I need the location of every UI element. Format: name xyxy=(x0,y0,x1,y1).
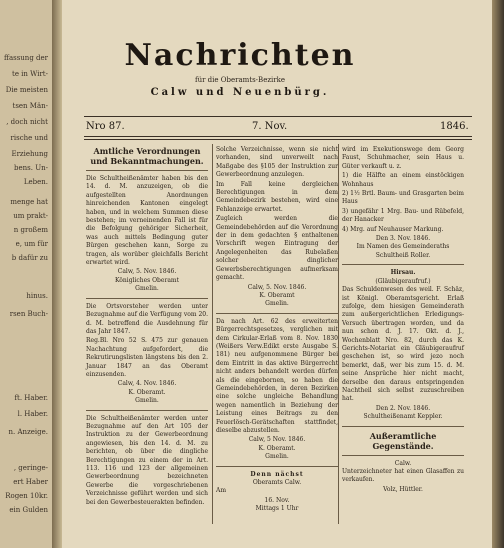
left-text-line: , doch nicht xyxy=(6,118,48,126)
section-heading: Außeramtliche Gegenstände. xyxy=(369,430,437,451)
list-item: 2) 1½ Brtl. Baum- und Grasgarten beim Haus xyxy=(342,190,464,206)
left-text-line: Leben. xyxy=(23,178,48,186)
notice-rule xyxy=(216,313,338,314)
notice-date: Calw, 5. Nov. 1846. xyxy=(247,283,307,291)
notice-text: Am xyxy=(216,487,227,495)
notice-text: Zugleich werden die Gemeindebehörden auf die Verordnung der in dem gedachten § enthaltenen Vorschrift wegen Eintragung der Angelegenheiten das Rubelaßen solcher dinglicher Gewerbsberechtigungen aufmerksam gemacht. xyxy=(216,215,338,282)
notice-place: Calw. xyxy=(394,459,412,467)
column-2 xyxy=(216,146,338,514)
notice-office: Oberamts Calw. xyxy=(252,479,302,487)
notice-signature: Gmelin. xyxy=(135,397,159,405)
masthead-subtitle: für die Oberamts-Bezirke xyxy=(195,76,285,84)
left-text-line: n. Anzeige. xyxy=(8,428,48,436)
left-text-line: n großem xyxy=(13,226,48,234)
left-text-line: e, um für xyxy=(15,240,48,248)
notice-date: Den 2. Nov. 1846. xyxy=(375,404,431,412)
left-text-line: rische und xyxy=(10,134,48,142)
header-rule-bottom xyxy=(84,136,472,137)
notice-rule xyxy=(216,466,338,467)
left-text-line: hinus. xyxy=(26,292,48,300)
header-rule-top xyxy=(84,116,472,117)
notice-rule xyxy=(342,264,464,265)
left-page-fragment xyxy=(0,0,54,548)
notice-text: wird im Exekutionswege dem Georg Faust, Schuhmacher, sein Haus u. Güter verkauft u. z. xyxy=(342,146,464,170)
left-text-line: te in Wirt- xyxy=(12,70,48,78)
notice-date: Calw, 5 Nov. 1846. xyxy=(248,436,306,444)
column-divider xyxy=(212,144,213,524)
left-text-line: Rogen 10kr. xyxy=(5,492,48,500)
notice-date: Calw, 5. Nov. 1846. xyxy=(117,268,177,276)
notice-kind: (Gläubigeraufruf.) xyxy=(375,277,431,285)
notice-rule xyxy=(86,298,208,299)
notice-office: Im Namen des Gemeinderaths Schultheiß Roller. xyxy=(356,243,450,259)
notice-place: Hirsau. xyxy=(390,269,416,277)
section-rule xyxy=(342,455,464,456)
column-divider xyxy=(338,144,339,524)
left-text-line: ert Haber xyxy=(13,478,48,486)
notice-signature: Gmelin. xyxy=(135,285,159,293)
left-text-line: bens. Un- xyxy=(14,164,48,172)
issue-year: 1846. xyxy=(440,121,469,132)
left-text-line: rsen Buch- xyxy=(9,310,48,318)
book-gutter xyxy=(52,0,62,548)
notice-text: Die Ortsvorsteher werden unter Bezugnahme auf die Verfügung vom 20. d. M. betreffend die Ausdehnung für das Jahr 1847. xyxy=(86,302,208,335)
notice-text: Reg.Bl. Nro 52 S. 475 zur genauen Nachachtung aufgefordert, die Rekrutirungslisten längstens bis den 2. Januar 1847 an das Oberamt einzusenden. xyxy=(86,337,208,378)
section-rule xyxy=(342,426,464,427)
notice-title: Denn nächst xyxy=(250,470,304,478)
list-item: 4) Mrg. auf Neuhauser Markung. xyxy=(342,225,444,233)
notice-text: Solche Verzeichnisse, wenn sie nicht vorhanden, sind unverweilt nach Maßgabe des §105 der Instruktion zur Gewerbeordnung anzulegen. xyxy=(216,146,338,179)
notice-text: Die Schultheißenämter haben bis den 14. d. M. anzuzeigen, ob die aufgestellten Anordnungen hinreichenden Kantonen eingelegt haben, und in welchem Summen diese bestehen; im verneinenden Fall ist für die Befolgung gehöriger Sicherheit, was auch mittels Bedingung guter Bürgen geschehen kann, Sorge zu tragen, als worüber gleichfalls Bericht erwartet wird. xyxy=(86,175,208,267)
notice-date: Calw, 4. Nov. 1846. xyxy=(117,380,177,388)
notice-office: Schultheißenamt Keppler. xyxy=(363,413,443,421)
left-text-line: l. Haber. xyxy=(17,410,48,418)
notice-text: Das Schuldenwesen des weil. F. Schäz, ist Königl. Oberamtsgericht. Erlaß zufolge, dem hiesigen Gemeinderath zum außergerichtlichen Erledigungs-Versuch übertragen worden, und da nun schon d. J. 17. Okt. d. J., Wochenblatt Nro. 82, durch das K. Gerichts-Notariat ein Gläubigeraufruf geschehen ist, so wird jezo noch bemerkt, daß, wer bis zum 15. d. M. seine Ansprüche hier nicht macht, derselbe den daraus entspringenden Nachtheil sich selbst zuzuschreiben hat. xyxy=(342,286,464,403)
notice-office: K. Oberamt. xyxy=(128,388,166,396)
left-text-line: ein Gulden xyxy=(9,506,48,514)
notice-signature: Gmelin. xyxy=(265,300,289,308)
left-text-line: Die meisten xyxy=(5,86,48,94)
notice-office: K. Oberamt. xyxy=(258,444,296,452)
left-text-line: , geringe- xyxy=(13,464,48,472)
notice-date: 16. Nov. xyxy=(264,496,290,504)
notice-date: Den 3. Nov. 1846. xyxy=(375,235,431,243)
column-3 xyxy=(342,146,464,494)
left-text-line: um prakt- xyxy=(13,212,48,220)
header-rule-double xyxy=(84,139,472,140)
masthead-title: Nachrichten xyxy=(124,38,356,73)
notice-signature: Gmelin. xyxy=(265,453,289,461)
column-1 xyxy=(86,146,208,508)
issue-date: 7. Nov. xyxy=(252,121,288,132)
issue-number: Nro 87. xyxy=(86,121,125,132)
left-text-line: Erziehung xyxy=(11,150,48,158)
left-text-line: menge hat xyxy=(10,198,48,206)
notice-text: Im Fall keine dergleichen Berechtigungen in dem Gemeindebezirk bestehen, wird eine Fehlanzeige erwartet. xyxy=(216,180,338,213)
section-rule xyxy=(86,170,208,171)
section-heading: Amtliche Verordnungen und Bekanntmachungen. xyxy=(90,146,204,166)
left-text-line: b dafür zu xyxy=(11,254,48,262)
notice-text: Die Schultheißenämter werden unter Bezugnahme auf den Art 105 der Instruktion zu der Gewerbeordnung angewiesen, bis den 14. d. M. zu berichten, ob über die dingliche Berechtigungen zu einem der in Art. 113. 116 und 123 der allgemeinen Gewerbeordnung bezeichneten Gewerbe die vorgeschriebenen Verzeichnisse geführt werden und sich bei den Gewerbesteuerakten befinden. xyxy=(86,414,208,506)
notice-signature: Volz, Hüttler. xyxy=(383,485,423,493)
notice-text: Unterzeichneter hat einen Glasaffen zu verkaufen. xyxy=(342,468,464,484)
notice-office: Königliches Oberamt xyxy=(114,276,179,284)
page-edge xyxy=(492,0,504,548)
notice-office: K. Oberamt xyxy=(259,291,295,299)
left-text-line: ft. Haber. xyxy=(14,394,48,402)
list-item: 3) ungefähr 1 Mrg. Bau- und Rübefeld, der Hanacker xyxy=(342,207,464,224)
left-text-line: tsen Män- xyxy=(12,102,48,110)
list-item: 1) die Hälfte an einem einstöckigen Wohnhaus xyxy=(342,172,464,188)
notice-time: Mittags 1 Uhr xyxy=(255,505,299,513)
notice-text: Da nach Art. 62 des erweiterten Bürgerrechtsgesetzes, verglichen mit dem Cirkular-Erlaß vom 8. Nov. 1830 (Weißers Verw.Edikt erste Ausgabe S. 181) neu aufgenommene Bürger bei dem Eintritt in das aktive Bürgerrecht nicht anders behandelt werden dürfen als die eingebornen, so haben die Gemeindebehörden, in deren Bezirken eine solche ungleiche Behandlung wegen namentlich in Beziehung der Leistung eines Beitrags zu den Feuerlösch-Gerätschaften stattfindet, dieselbe abzustellen. xyxy=(216,317,338,434)
notice-rule xyxy=(86,410,208,411)
left-text-line: ffassung der xyxy=(3,54,48,62)
masthead-region: Calw und Neuenbürg. xyxy=(150,87,330,98)
